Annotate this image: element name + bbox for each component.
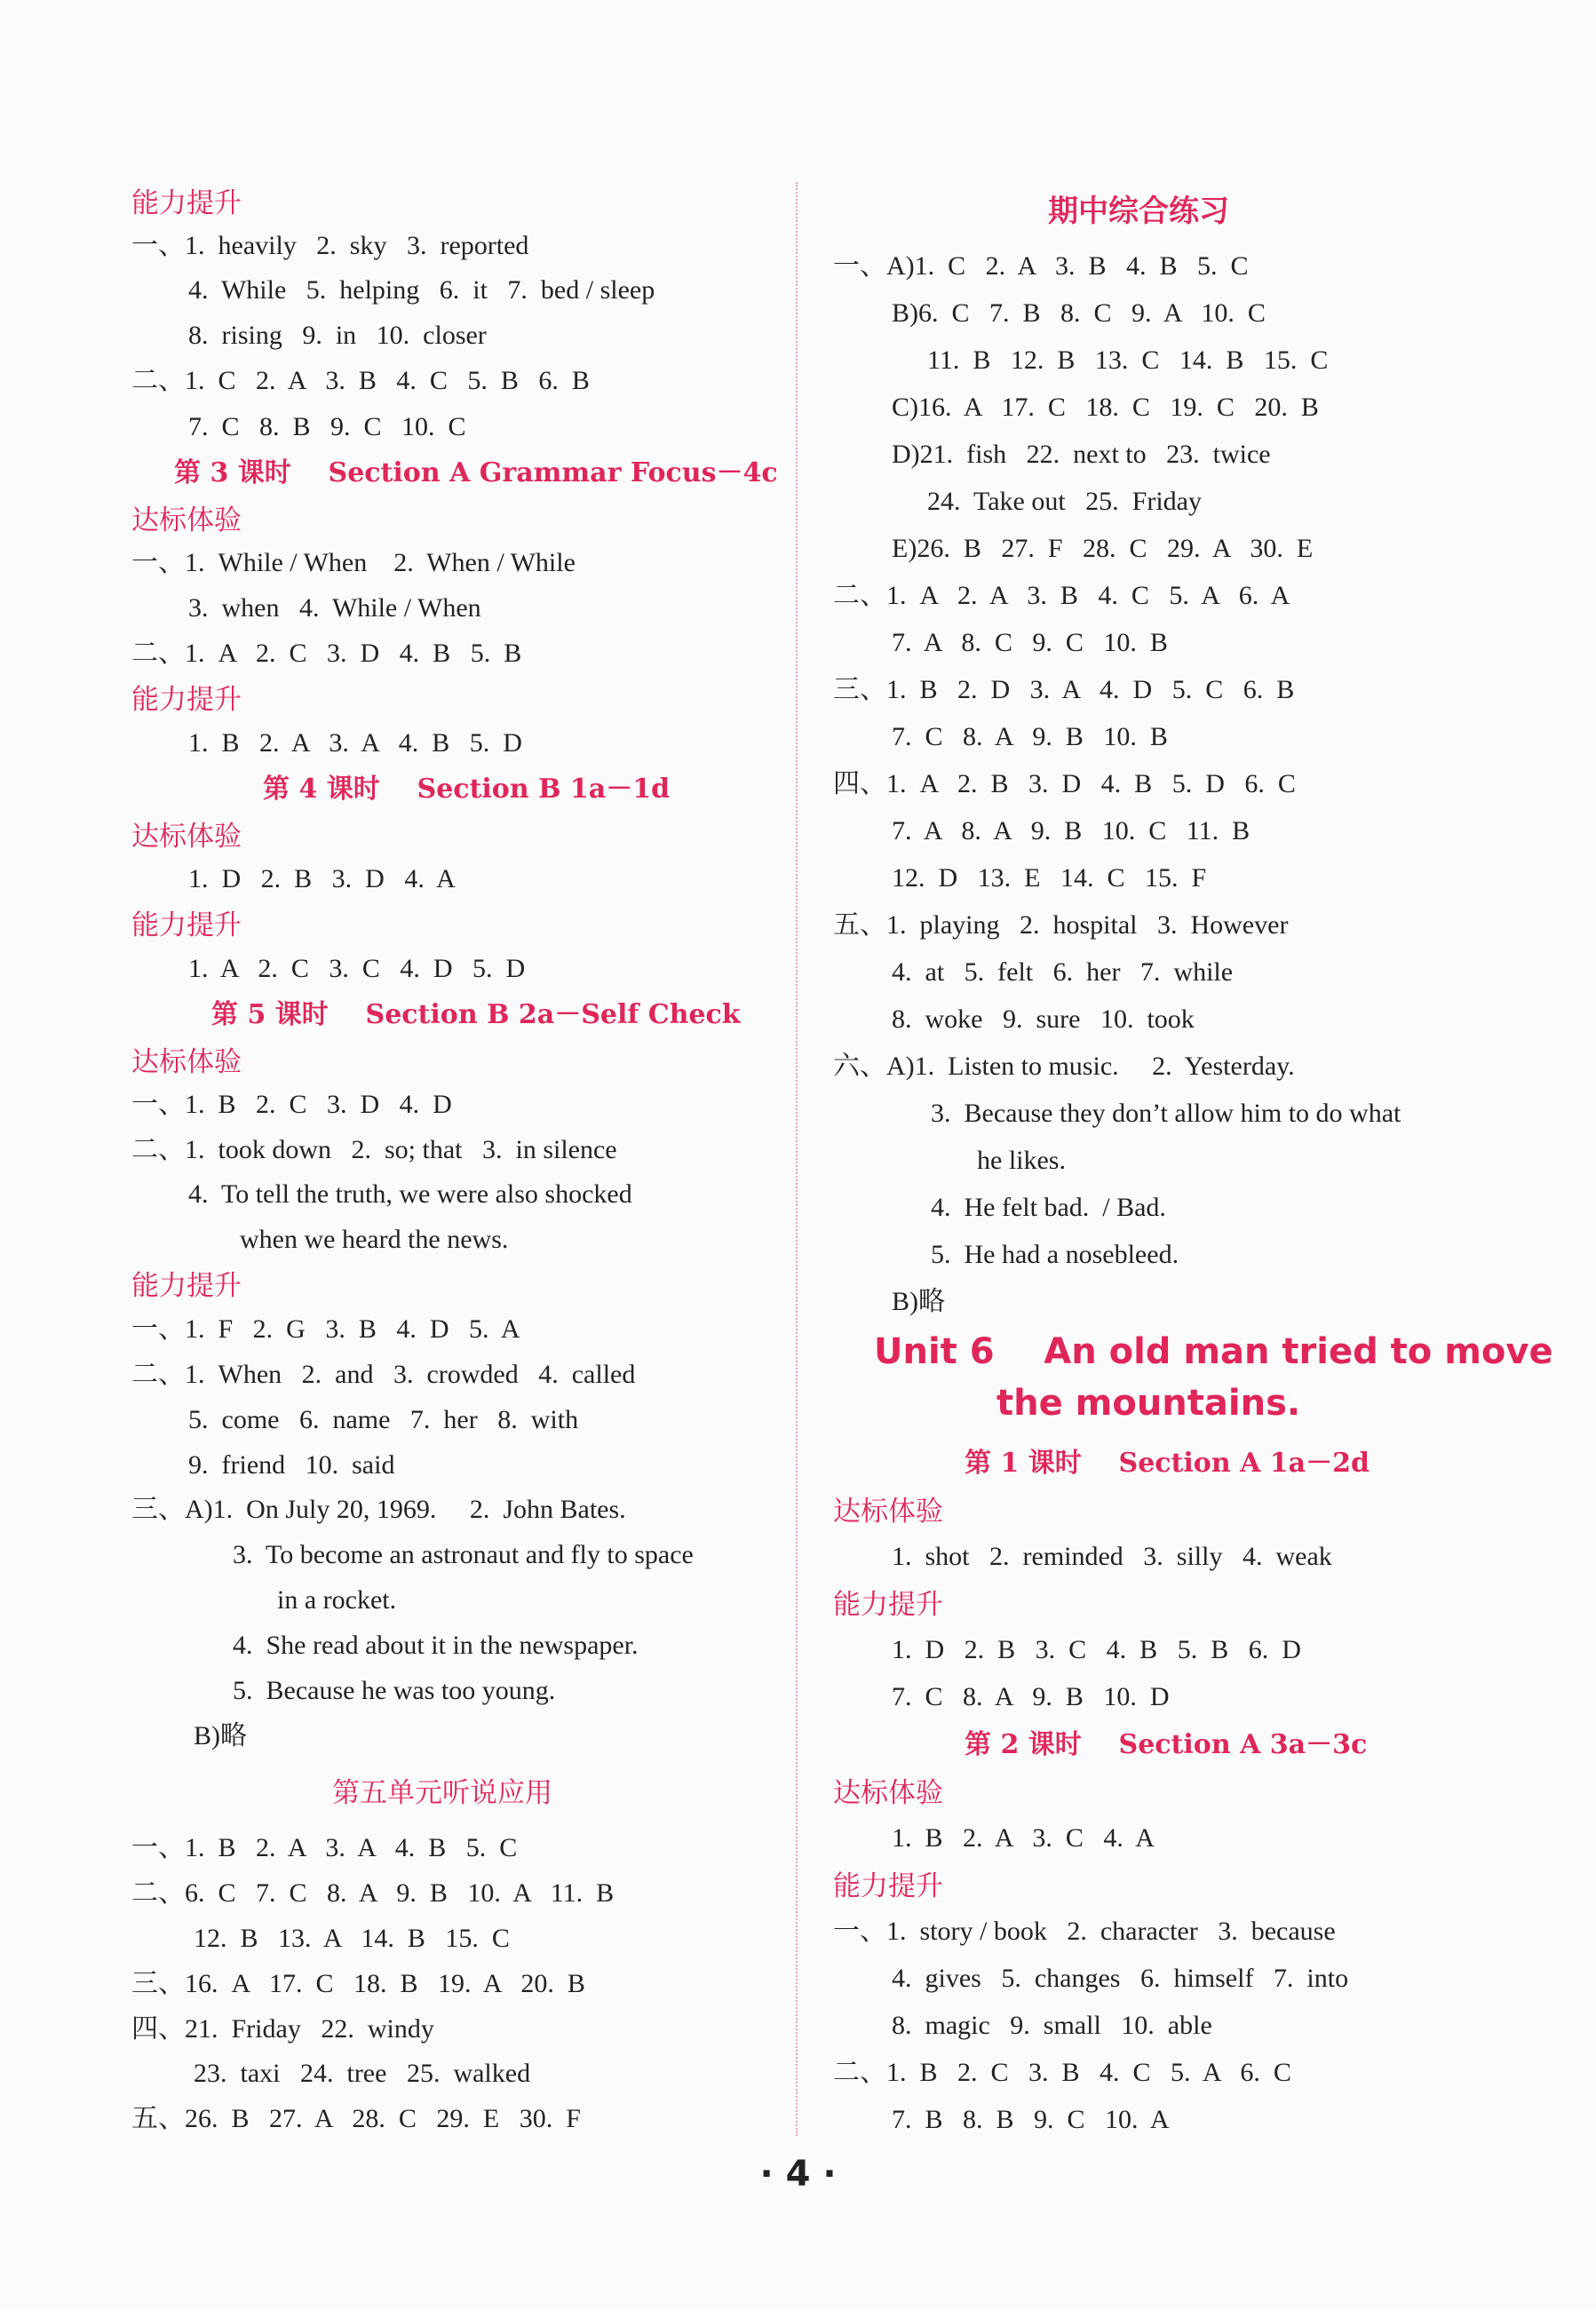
answer-line: 五、26. B 27. A 28. C 29. E 30. F	[131, 2104, 581, 2133]
answer-line: 三、16. A 17. C 18. B 19. A 20. B	[131, 1969, 585, 1998]
answer-line: 一、1. While / When 2. When / While	[131, 548, 576, 577]
midterm-practice-title: 期中综合练习	[1048, 194, 1229, 229]
answer-line: 11. B 12. B 13. C 14. B 15. C	[927, 345, 1329, 375]
section-title-lesson1: 第 1 课时 Section A 1a－2d	[965, 1448, 1370, 1479]
answer-line: 1. D 2. B 3. C 4. B 5. B 6. D	[892, 1635, 1301, 1664]
answer-line: 五、1. playing 2. hospital 3. However	[833, 910, 1289, 940]
answer-line: 7. A 8. C 9. C 10. B	[892, 628, 1168, 657]
answer-line: 5. come 6. name 7. her 8. with	[188, 1405, 579, 1434]
heading-dabiao-tiyan: 达标体验	[131, 1046, 242, 1078]
answer-line: 3. Because they don’t allow him to do what	[931, 1099, 1401, 1128]
answer-line: B)6. C 7. B 8. C 9. A 10. C	[892, 298, 1266, 328]
heading-nengli-tisheng: 能力提升	[131, 909, 242, 941]
answer-line: 5. Because he was too young.	[233, 1676, 556, 1705]
section-title-lesson3: 第 3 课时 Section A Grammar Focus－4c	[174, 457, 778, 488]
answer-line: E)26. B 27. F 28. C 29. A 30. E	[892, 534, 1314, 563]
answer-line: 1. B 2. A 3. A 4. B 5. D	[188, 728, 522, 758]
heading-dabiao-tiyan: 达标体验	[131, 504, 242, 536]
answer-line: 8. woke 9. sure 10. took	[892, 1004, 1195, 1034]
answer-line: 1. A 2. C 3. C 4. D 5. D	[188, 954, 526, 983]
answer-line: 四、1. A 2. B 3. D 4. B 5. D 6. C	[833, 769, 1296, 798]
section-title-lesson4: 第 4 课时 Section B 1a－1d	[263, 774, 671, 805]
answer-line: 一、1. B 2. C 3. D 4. D	[131, 1090, 452, 1119]
answer-line: 3. To become an astronaut and fly to space	[233, 1540, 694, 1569]
answer-line: 六、A)1. Listen to music. 2. Yesterday.	[833, 1052, 1295, 1081]
unit6-title-continued: the mountains.	[997, 1383, 1301, 1424]
answer-line: 7. C 8. A 9. B 10. D	[892, 1682, 1170, 1711]
answer-line: 4. To tell the truth, we were also shocked	[188, 1179, 632, 1209]
answer-line: B)略	[194, 1721, 247, 1750]
answer-line: B)略	[892, 1287, 945, 1316]
answer-line: 一、1. heavily 2. sky 3. reported	[131, 231, 529, 260]
answer-line: 二、1. A 2. C 3. D 4. B 5. B	[131, 639, 522, 668]
answer-line: 4. at 5. felt 6. her 7. while	[892, 957, 1234, 987]
answer-line: 7. C 8. B 9. C 10. C	[188, 412, 466, 441]
column-divider	[796, 182, 798, 2136]
heading-dabiao-tiyan: 达标体验	[833, 1777, 943, 1809]
page-number: · 4 ·	[759, 2154, 837, 2195]
answer-line: 4. While 5. helping 6. it 7. bed / sleep	[188, 275, 655, 305]
answer-line: 三、A)1. On July 20, 1969. 2. John Bates.	[131, 1495, 626, 1524]
answer-line: 24. Take out 25. Friday	[927, 487, 1202, 516]
answer-line: D)21. fish 22. next to 23. twice	[892, 440, 1271, 469]
answer-line: 4. She read about it in the newspaper.	[233, 1631, 639, 1660]
heading-nengli-tisheng: 能力提升	[131, 187, 242, 219]
answer-line: 一、A)1. C 2. A 3. B 4. B 5. C	[833, 251, 1249, 281]
heading-nengli-tisheng: 能力提升	[131, 1270, 242, 1302]
answer-line: 二、1. B 2. C 3. B 4. C 5. A 6. C	[833, 2058, 1291, 2087]
answer-line: 1. shot 2. reminded 3. silly 4. weak	[892, 1542, 1332, 1571]
answer-line: 4. gives 5. changes 6. himself 7. into	[892, 1964, 1349, 1993]
answer-line: 一、1. B 2. A 3. A 4. B 5. C	[131, 1833, 518, 1862]
heading-nengli-tisheng: 能力提升	[833, 1870, 943, 1902]
answer-line: 7. A 8. A 9. B 10. C 11. B	[892, 816, 1251, 845]
answer-line: 二、1. A 2. A 3. B 4. C 5. A 6. A	[833, 581, 1290, 610]
heading-dabiao-tiyan: 达标体验	[131, 821, 242, 853]
answer-line: 三、1. B 2. D 3. A 4. D 5. C 6. B	[833, 675, 1295, 704]
answer-line: 12. B 13. A 14. B 15. C	[194, 1924, 510, 1953]
heading-nengli-tisheng: 能力提升	[131, 684, 242, 716]
answer-line: 一、1. story / book 2. character 3. because	[833, 1917, 1336, 1946]
answer-line: 7. B 8. B 9. C 10. A	[892, 2105, 1170, 2134]
answer-line: 8. magic 9. small 10. able	[892, 2011, 1212, 2040]
answer-line: 一、1. F 2. G 3. B 4. D 5. A	[131, 1314, 520, 1344]
answer-line: when we heard the news.	[240, 1225, 509, 1254]
heading-nengli-tisheng: 能力提升	[833, 1589, 943, 1621]
answer-line: C)16. A 17. C 18. C 19. C 20. B	[892, 393, 1319, 422]
answer-line: in a rocket.	[277, 1585, 397, 1615]
answer-line: 9. friend 10. said	[188, 1450, 395, 1480]
answer-line: 二、1. When 2. and 3. crowded 4. called	[131, 1360, 636, 1389]
answer-line: he likes.	[977, 1146, 1066, 1175]
answer-line: 1. B 2. A 3. C 4. A	[892, 1823, 1155, 1853]
answer-line: 二、6. C 7. C 8. A 9. B 10. A 11. B	[131, 1878, 615, 1908]
answer-line: 二、1. took down 2. so; that 3. in silence	[131, 1135, 617, 1164]
answer-line: 23. taxi 24. tree 25. walked	[194, 2059, 531, 2088]
answer-line: 8. rising 9. in 10. closer	[188, 321, 487, 350]
answer-line: 四、21. Friday 22. windy	[131, 2014, 434, 2044]
answer-line: 4. He felt bad. / Bad.	[931, 1193, 1166, 1222]
unit6-title: Unit 6 An old man tried to move	[874, 1331, 1553, 1372]
answer-line: 12. D 13. E 14. C 15. F	[892, 863, 1207, 893]
section-title-lesson2: 第 2 课时 Section A 3a－3c	[965, 1729, 1368, 1760]
section-title-lesson5: 第 5 课时 Section B 2a－Self Check	[211, 999, 741, 1030]
heading-dabiao-tiyan: 达标体验	[833, 1496, 943, 1528]
answer-line: 3. when 4. While / When	[188, 593, 481, 623]
answer-line: 5. He had a nosebleed.	[931, 1240, 1179, 1269]
answer-line: 7. C 8. A 9. B 10. B	[892, 722, 1168, 751]
listening-speaking-title: 第五单元听说应用	[332, 1777, 552, 1809]
answer-line: 1. D 2. B 3. D 4. A	[188, 864, 456, 893]
answer-line: 二、1. C 2. A 3. B 4. C 5. B 6. B	[131, 366, 590, 395]
